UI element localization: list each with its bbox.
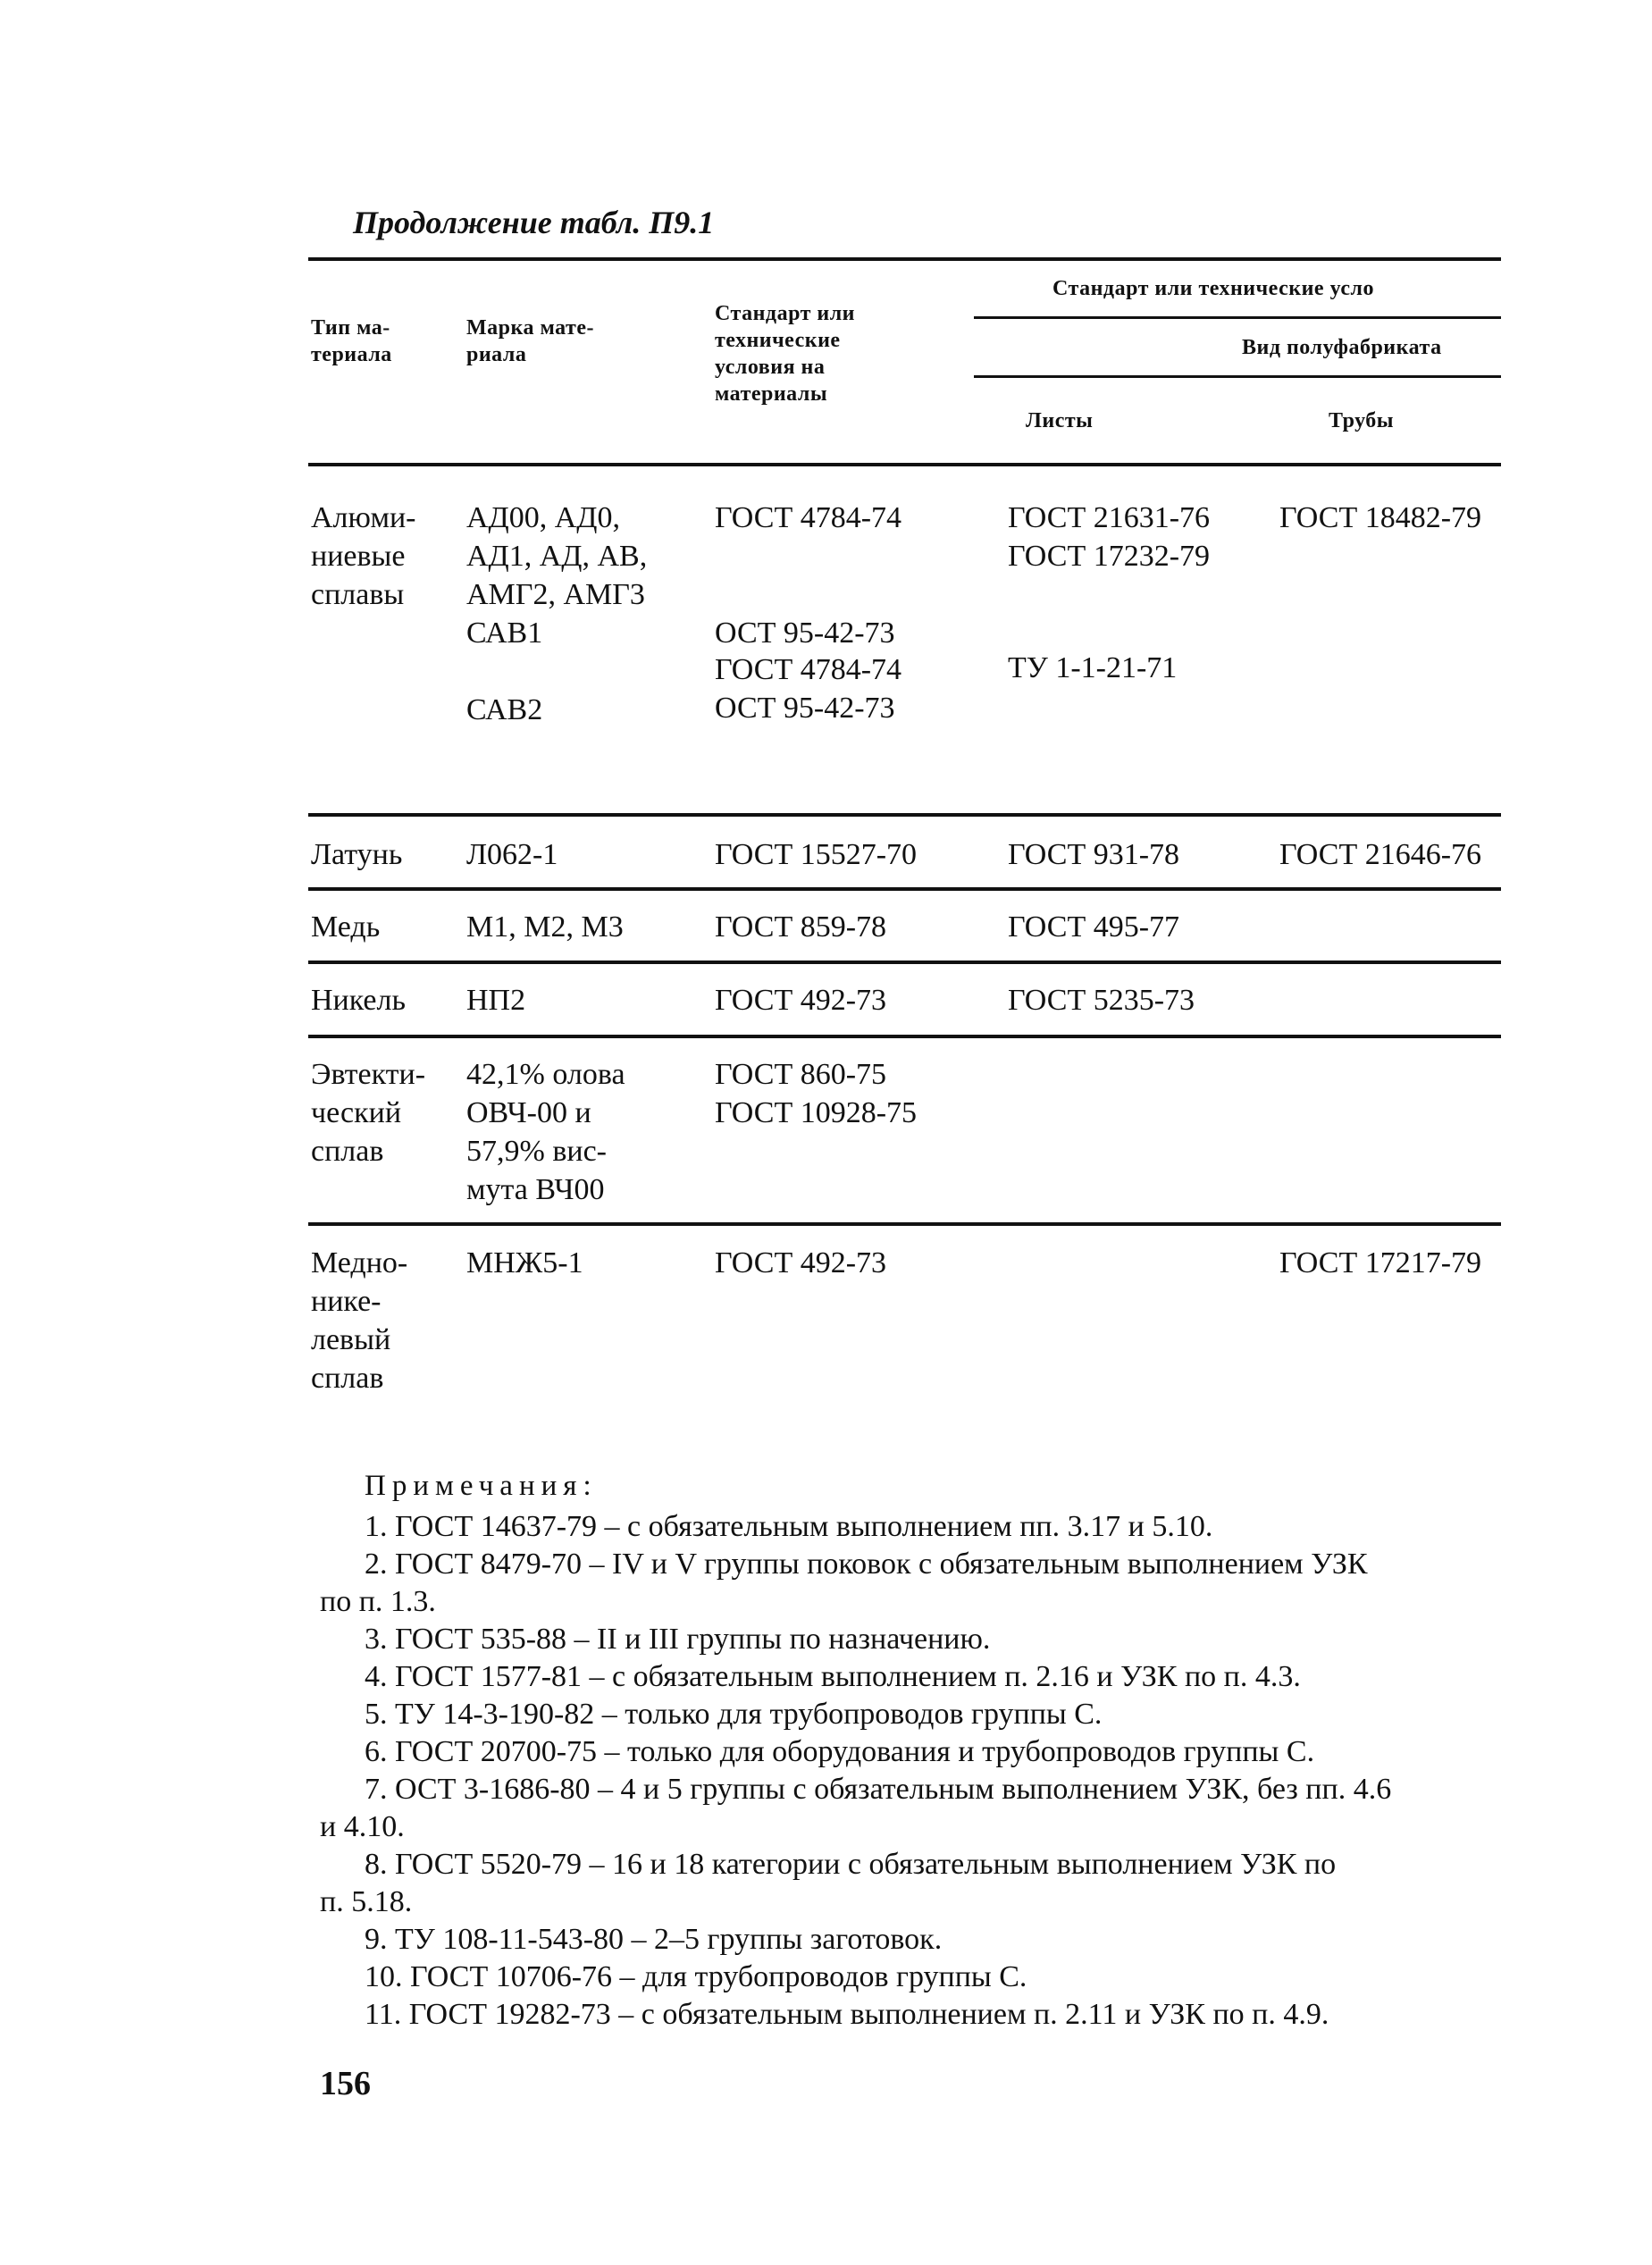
row-divider (308, 961, 1501, 964)
table-row-cupronickel-type: Медно- нике- левый сплав (311, 1246, 408, 1395)
table-row-nickel-mark: НП2 (466, 984, 526, 1017)
table-caption: Продолжение табл. П9.1 (353, 205, 715, 240)
header-group: Стандарт или технические усло (1052, 277, 1374, 300)
table-row-aluminium-marks: АД00, АД0, АД1, АД, АВ, АМГ2, АМГ3 САВ1 САВ2 (466, 501, 648, 726)
table-row-aluminium-type: Алюми- ниевые сплавы (311, 501, 416, 611)
table-row-aluminium-tubes: ГОСТ 18482-79 (1279, 501, 1482, 534)
note-2: 2. ГОСТ 8479-70 – IV и V группы поковок с обязательным выполнением УЗК (365, 1548, 1368, 1581)
table-row-brass-standard: ГОСТ 15527-70 (715, 838, 918, 871)
table-row-brass-mark: Л062-1 (466, 838, 558, 871)
table-row-cupronickel-mark: МНЖ5-1 (466, 1246, 583, 1279)
header-tubes: Трубы (1329, 409, 1395, 432)
header-group-rule (974, 316, 1501, 319)
note-11: 11. ГОСТ 19282-73 – с обязательным выполнением п. 2.11 и УЗК по п. 4.9. (365, 1998, 1329, 2031)
row-divider (308, 1035, 1501, 1038)
note-1: 1. ГОСТ 14637-79 – с обязательным выполнением пп. 3.17 и 5.10. (365, 1510, 1213, 1543)
row-divider (308, 813, 1501, 817)
table-row-nickel-type: Никель (311, 984, 406, 1017)
header-subgroup: Вид полуфабриката (1242, 336, 1442, 359)
table-row-cupronickel-standard: ГОСТ 492-73 (715, 1246, 887, 1279)
table-top-rule (308, 257, 1501, 261)
notes-title: Примечания: (365, 1470, 598, 1502)
table-row-copper-sheets: ГОСТ 495-77 (1008, 910, 1180, 944)
header-standard: Стандарт или технические условия на материалы (715, 302, 856, 406)
row-divider (308, 1222, 1501, 1226)
table-row-nickel-standard: ГОСТ 492-73 (715, 984, 887, 1017)
header-type: Тип ма- териала (311, 316, 392, 366)
table-row-brass-sheets: ГОСТ 931-78 (1008, 838, 1180, 871)
note-6: 6. ГОСТ 20700-75 – только для оборудования и трубопроводов группы С. (365, 1735, 1315, 1768)
table-row-eutectic-marks: 42,1% олова ОВЧ-00 и 57,9% вис- мута ВЧ00 (466, 1058, 625, 1206)
note-8-cont: п. 5.18. (320, 1885, 413, 1918)
table-row-eutectic-standards: ГОСТ 860-75 ГОСТ 10928-75 (715, 1058, 918, 1129)
note-7-cont: и 4.10. (320, 1810, 405, 1843)
note-8: 8. ГОСТ 5520-79 – 16 и 18 категории с обязательным выполнением УЗК по (365, 1848, 1337, 1881)
page-number: 156 (320, 2065, 371, 2102)
header-subgroup-rule (974, 375, 1501, 378)
table-row-aluminium-sheets: ГОСТ 21631-76 ГОСТ 17232-79 ТУ 1-1-21-71 (1008, 501, 1211, 684)
note-9: 9. ТУ 108-11-543-80 – 2–5 группы заготовок. (365, 1923, 943, 1956)
note-5: 5. ТУ 14-3-190-82 – только для трубопроводов группы С. (365, 1698, 1103, 1731)
header-mark: Марка мате- риала (466, 316, 594, 366)
header-bottom-rule (308, 463, 1501, 466)
note-2-cont: по п. 1.3. (320, 1585, 436, 1618)
table-row-cupronickel-tubes: ГОСТ 17217-79 (1279, 1246, 1482, 1279)
note-10: 10. ГОСТ 10706-76 – для трубопроводов группы С. (365, 1960, 1027, 1993)
table-row-copper-standard: ГОСТ 859-78 (715, 910, 887, 944)
table-row-aluminium-standards: ГОСТ 4784-74 ОСТ 95-42-73 ГОСТ 4784-74 ОСТ 95-42-73 (715, 501, 902, 725)
note-3: 3. ГОСТ 535-88 – II и III группы по назначению. (365, 1623, 991, 1656)
header-sheets: Листы (1026, 409, 1094, 432)
table-row-copper-marks: М1, М2, М3 (466, 910, 624, 944)
table-row-brass-tubes: ГОСТ 21646-76 (1279, 838, 1482, 871)
table-row-brass-type: Латунь (311, 838, 403, 871)
note-4: 4. ГОСТ 1577-81 – с обязательным выполнением п. 2.16 и УЗК по п. 4.3. (365, 1660, 1301, 1693)
table-row-eutectic-type: Эвтекти- ческий сплав (311, 1058, 426, 1168)
row-divider (308, 887, 1501, 891)
note-7: 7. ОСТ 3-1686-80 – 4 и 5 группы с обязательным выполнением УЗК, без пп. 4.6 (365, 1773, 1392, 1806)
table-row-copper-type: Медь (311, 910, 381, 944)
table-row-nickel-sheets: ГОСТ 5235-73 (1008, 984, 1195, 1017)
